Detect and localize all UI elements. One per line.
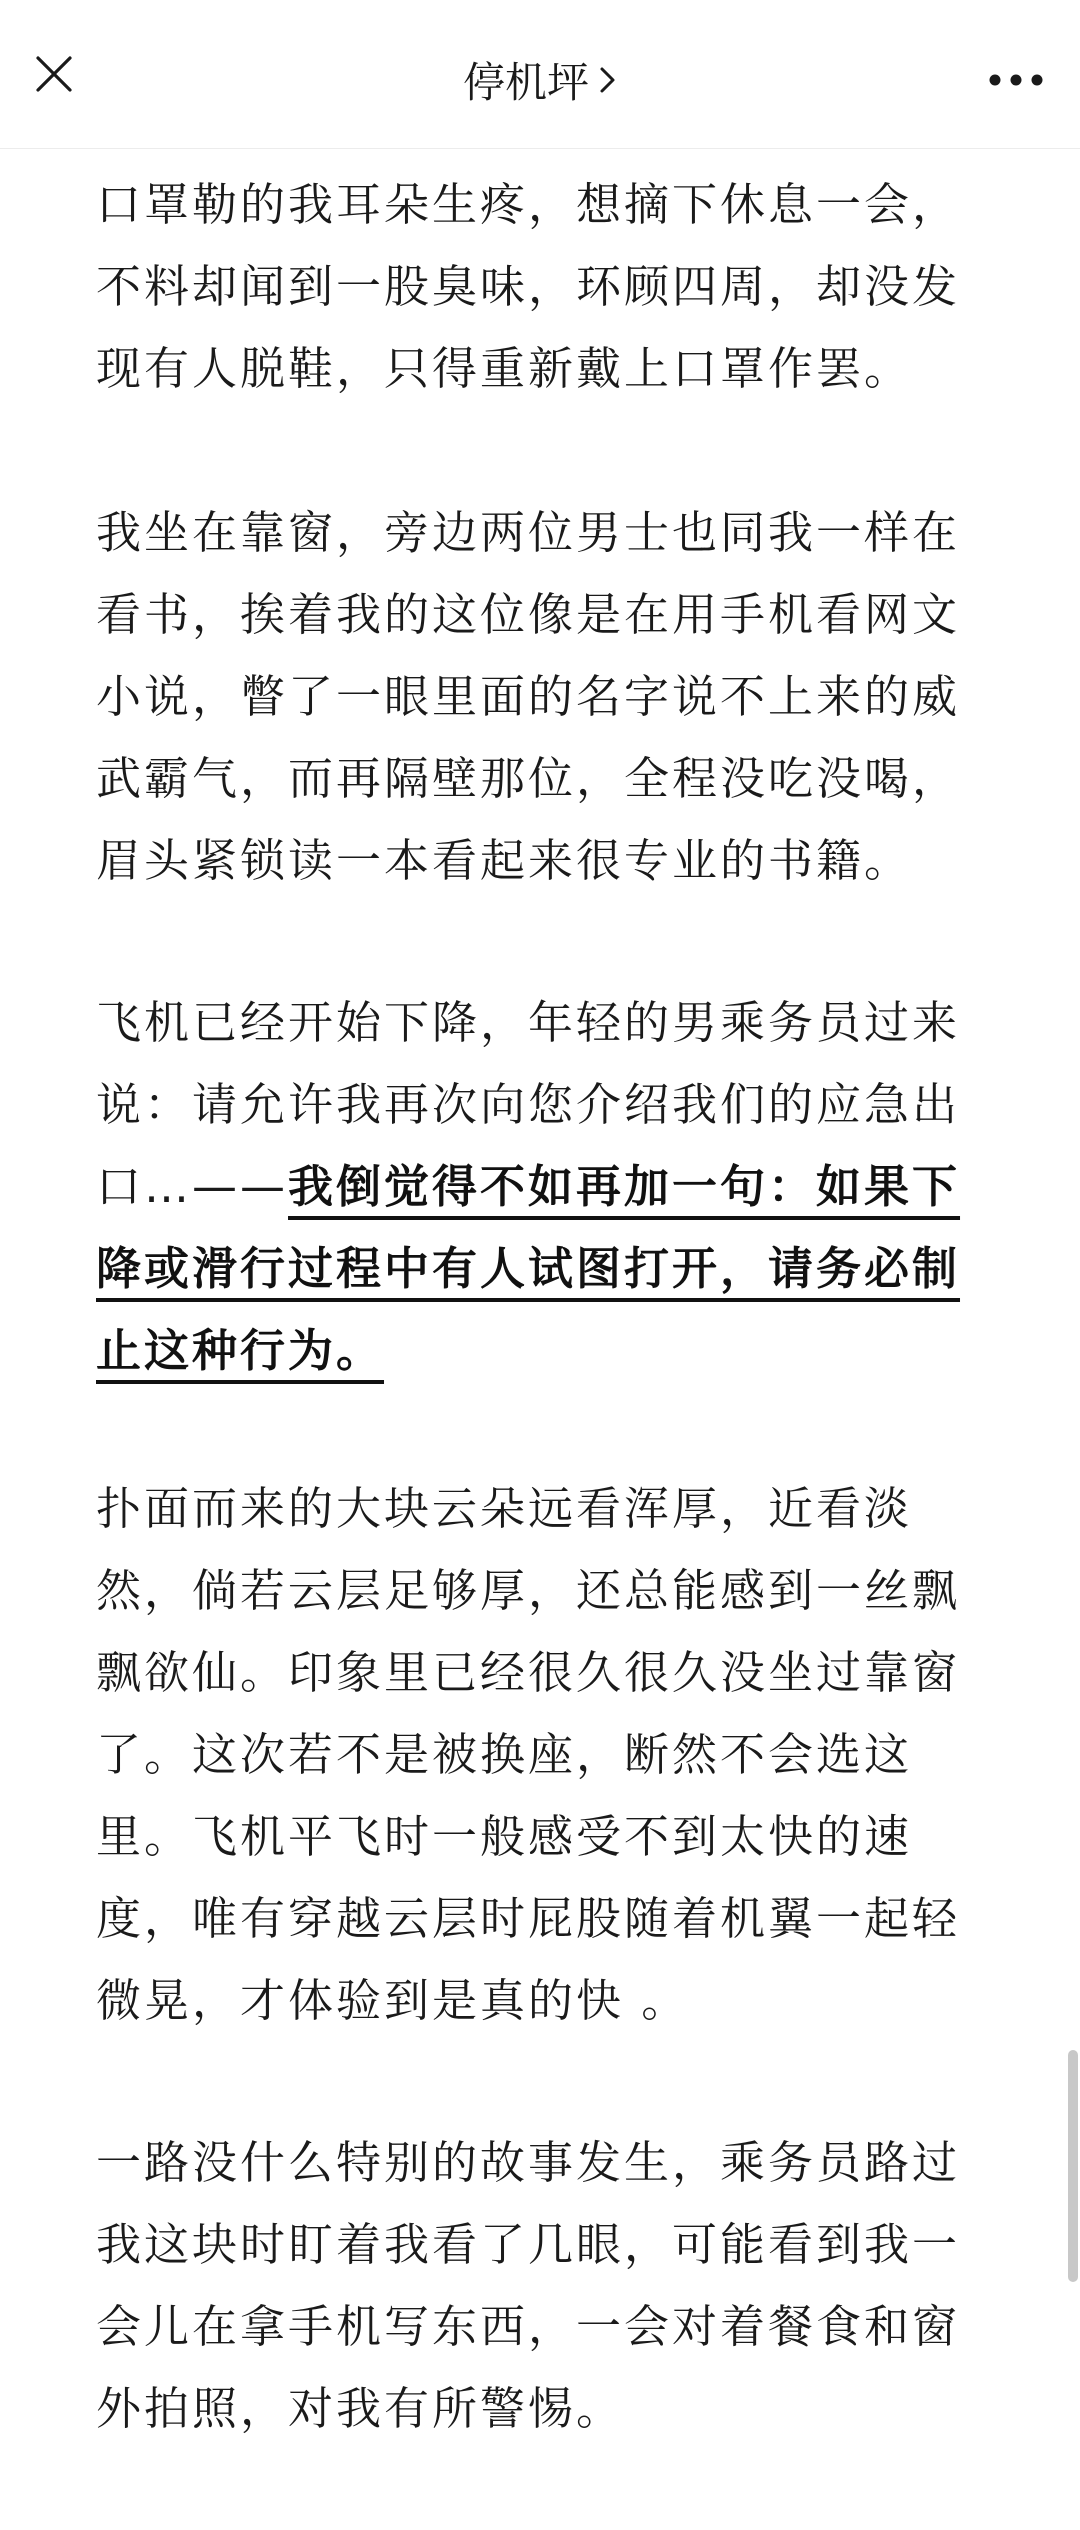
more-icon <box>988 73 1044 87</box>
paragraph-5: 一路没什么特别的故事发生，乘务员路过我这块时盯着我看了几眼，可能看到我一会儿在拿手机写东西，一会对着餐食和窗外拍照，对我有所警惕。 <box>96 2136 961 2435</box>
article-body <box>96 164 996 2530</box>
more-button[interactable] <box>986 56 1046 104</box>
paragraph-2: 我坐在靠窗，旁边两位男士也同我一样在看书，挨着我的这位像是在用手机看网文小说，瞥了一眼里面的名字说不上来的威武霸气，而再隔壁那位，全程没吃没喝，眉头紧锁读一本看起来很专业的书籍。 <box>96 506 961 887</box>
paragraph-4: 扑面而来的大块云朵远看浑厚，近看淡然，倘若云层足够厚，还总能感到一丝飘飘欲仙。印象里已经很久很久没坐过靠窗了。这次若不是被换座，断然不会选这里。飞机平飞时一般感受不到太快的速度，唯有穿越云层时屁股随着机翼一起轻微晃，才体验到是真的快 。 <box>96 1482 961 2027</box>
paragraph-3-text: 飞机已经开始下降，年轻的男乘务员过来说：请允许我再次向您介绍我们的应急出口…—— <box>96 996 961 1213</box>
paragraph-3 <box>96 982 996 1392</box>
page-title-link[interactable] <box>0 50 1080 110</box>
top-nav-bar <box>0 0 1080 149</box>
scrollbar-thumb[interactable] <box>1068 2050 1078 2282</box>
paragraph-1: 口罩勒的我耳朵生疼，想摘下休息一会，不料却闻到一股臭味，环顾四周，却没发现有人脱鞋，只得重新戴上口罩作罢。 <box>96 178 961 395</box>
page-title: 停机坪 <box>462 58 589 107</box>
chevron-right-icon <box>599 65 617 95</box>
paragraph-3-emphasis: 我倒觉得不如再加一句：如果下降或滑行过程中有人试图打开，请务必制止这种行为。 <box>96 1160 961 1377</box>
